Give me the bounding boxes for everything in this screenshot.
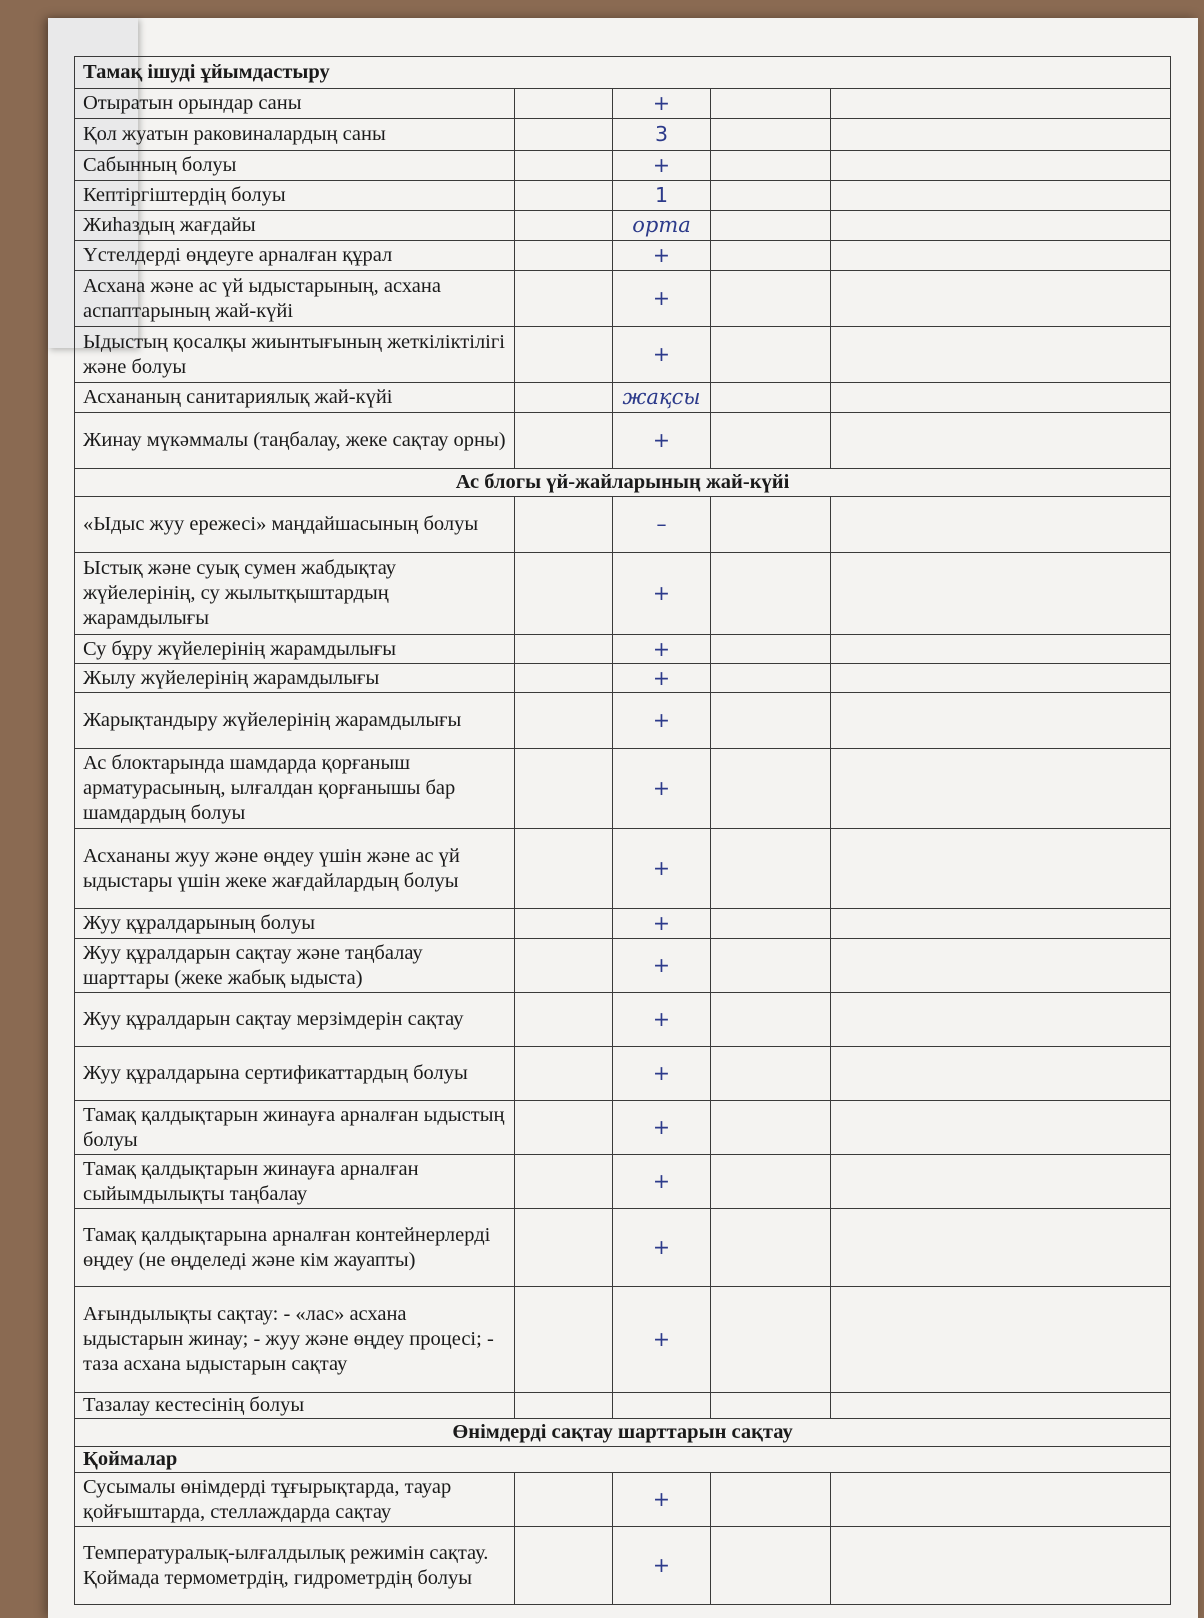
row-label: Жиһаздың жағдайы — [75, 211, 515, 241]
table-row — [75, 241, 1171, 271]
table-row — [75, 993, 1171, 1047]
subsection-title: Қоймалар — [75, 1447, 1171, 1473]
handwritten-mark: + — [613, 749, 711, 829]
table-row — [75, 1393, 1171, 1419]
row-label: Сусымалы өнімдерді тұғырықтарда, тауар қойғыштарда, стеллаждарда сақтау — [75, 1473, 515, 1527]
table-row — [75, 181, 1171, 211]
row-label: Ас блоктарында шамдарда қорғаныш арматурасының, ылғалдан қорғанышы бар шамдардың болуы — [75, 749, 515, 829]
table-row — [75, 271, 1171, 327]
table-row — [75, 383, 1171, 413]
table-row — [75, 119, 1171, 151]
table-row — [75, 635, 1171, 664]
table-row — [75, 151, 1171, 181]
row-label: Отыратын орындар саны — [75, 89, 515, 119]
table-row — [75, 939, 1171, 993]
table-row — [75, 211, 1171, 241]
handwritten-mark: + — [613, 829, 711, 909]
row-label: «Ыдыс жуу ережесі» маңдайшасының болуы — [75, 497, 515, 553]
section-title: Өнімдерді сақтау шарттарын сақтау — [75, 1419, 1171, 1447]
row-label: Жуу құралдарының болуы — [75, 909, 515, 939]
row-label: Сабынның болуы — [75, 151, 515, 181]
table-row — [75, 413, 1171, 469]
table-row — [75, 1287, 1171, 1393]
table-row — [75, 693, 1171, 749]
section-header-row — [75, 1419, 1171, 1447]
table-row — [75, 909, 1171, 939]
table-row — [75, 89, 1171, 119]
row-label: Жуу құралдарына сертификаттардың болуы — [75, 1047, 515, 1101]
row-label: Қол жуатын раковиналардың саны — [75, 119, 515, 151]
row-label: Ағындылықты сақтау: - «лас» асхана ыдыстарын жинау; - жуу және өңдеу процесі; - таза асхана ыдыстарын сақтау — [75, 1287, 515, 1393]
row-label: Жылу жүйелерінің жарамдылығы — [75, 664, 515, 693]
table-row — [75, 553, 1171, 635]
row-label: Температуралық-ылғалдылық режимін сақтау. Қоймада термометрдің, гидрометрдің болуы — [75, 1527, 515, 1605]
table-row — [75, 1047, 1171, 1101]
handwritten-mark: + — [613, 939, 711, 993]
handwritten-mark — [613, 1393, 711, 1419]
row-label: Жарықтандыру жүйелерінің жарамдылығы — [75, 693, 515, 749]
row-label: Асхананың санитариялық жай-күйі — [75, 383, 515, 413]
subsection-header-row — [75, 1447, 1171, 1473]
handwritten-mark: + — [613, 1047, 711, 1101]
handwritten-mark: + — [613, 635, 711, 664]
handwritten-mark: + — [613, 1101, 711, 1155]
handwritten-mark: + — [613, 241, 711, 271]
handwritten-mark: + — [613, 909, 711, 939]
handwritten-mark: + — [613, 327, 711, 383]
handwritten-mark: 1 — [613, 181, 711, 211]
handwritten-mark: + — [613, 1287, 711, 1393]
row-label: Су бұру жүйелерінің жарамдылығы — [75, 635, 515, 664]
handwritten-mark: + — [613, 151, 711, 181]
handwritten-mark: + — [613, 1527, 711, 1605]
handwritten-mark: орта — [613, 211, 711, 241]
handwritten-mark: + — [613, 413, 711, 469]
row-label: Тамақ қалдықтарын жинауға арналған ыдыстың болуы — [75, 1101, 515, 1155]
table-row — [75, 327, 1171, 383]
row-label: Жуу құралдарын сақтау және таңбалау шарттары (жеке жабық ыдыста) — [75, 939, 515, 993]
handwritten-mark: + — [613, 993, 711, 1047]
table-row — [75, 497, 1171, 553]
row-label: Асхана және ас үй ыдыстарының, асхана аспаптарының жай-күйі — [75, 271, 515, 327]
table-row — [75, 1101, 1171, 1155]
section-header-row — [75, 469, 1171, 497]
row-label: Ыстық және суық сумен жабдықтау жүйелерінің, су жылытқыштардың жарамдылығы — [75, 553, 515, 635]
row-label: Тамақ қалдықтарын жинауға арналған сыйымдылықты таңбалау — [75, 1155, 515, 1209]
handwritten-mark: + — [613, 1473, 711, 1527]
table-row — [75, 664, 1171, 693]
handwritten-mark: – — [613, 497, 711, 553]
table-row — [75, 1473, 1171, 1527]
row-label: Тамақ қалдықтарына арналған контейнерлерді өңдеу (не өңделеді және кім жауапты) — [75, 1209, 515, 1287]
section-header-row — [75, 57, 1171, 89]
handwritten-mark: жақсы — [613, 383, 711, 413]
row-label: Жинау мүкәммалы (таңбалау, жеке сақтау орны) — [75, 413, 515, 469]
checklist-table — [74, 56, 1171, 1605]
table-row — [75, 749, 1171, 829]
handwritten-mark: + — [613, 1155, 711, 1209]
row-label: Кептіргіштердің болуы — [75, 181, 515, 211]
table-row — [75, 1209, 1171, 1287]
table-row — [75, 1527, 1171, 1605]
row-label: Жуу құралдарын сақтау мерзімдерін сақтау — [75, 993, 515, 1047]
handwritten-mark: 3 — [613, 119, 711, 151]
handwritten-mark: + — [613, 1209, 711, 1287]
section-title: Ас блогы үй-жайларының жай-күйі — [75, 469, 1171, 497]
document-sheet — [48, 18, 1198, 1618]
handwritten-mark: + — [613, 664, 711, 693]
handwritten-mark: + — [613, 89, 711, 119]
table-row — [75, 1155, 1171, 1209]
handwritten-mark: + — [613, 693, 711, 749]
table-row — [75, 829, 1171, 909]
handwritten-mark: + — [613, 553, 711, 635]
row-label: Ыдыстың қосалқы жиынтығының жеткіліктілігі және болуы — [75, 327, 515, 383]
handwritten-mark: + — [613, 271, 711, 327]
row-label: Үстелдерді өңдеуге арналған құрал — [75, 241, 515, 271]
row-label: Тазалау кестесінің болуы — [75, 1393, 515, 1419]
section-title: Тамақ ішуді ұйымдастыру — [75, 57, 1171, 89]
row-label: Асхананы жуу және өңдеу үшін және ас үй ыдыстары үшін жеке жағдайлардың болуы — [75, 829, 515, 909]
